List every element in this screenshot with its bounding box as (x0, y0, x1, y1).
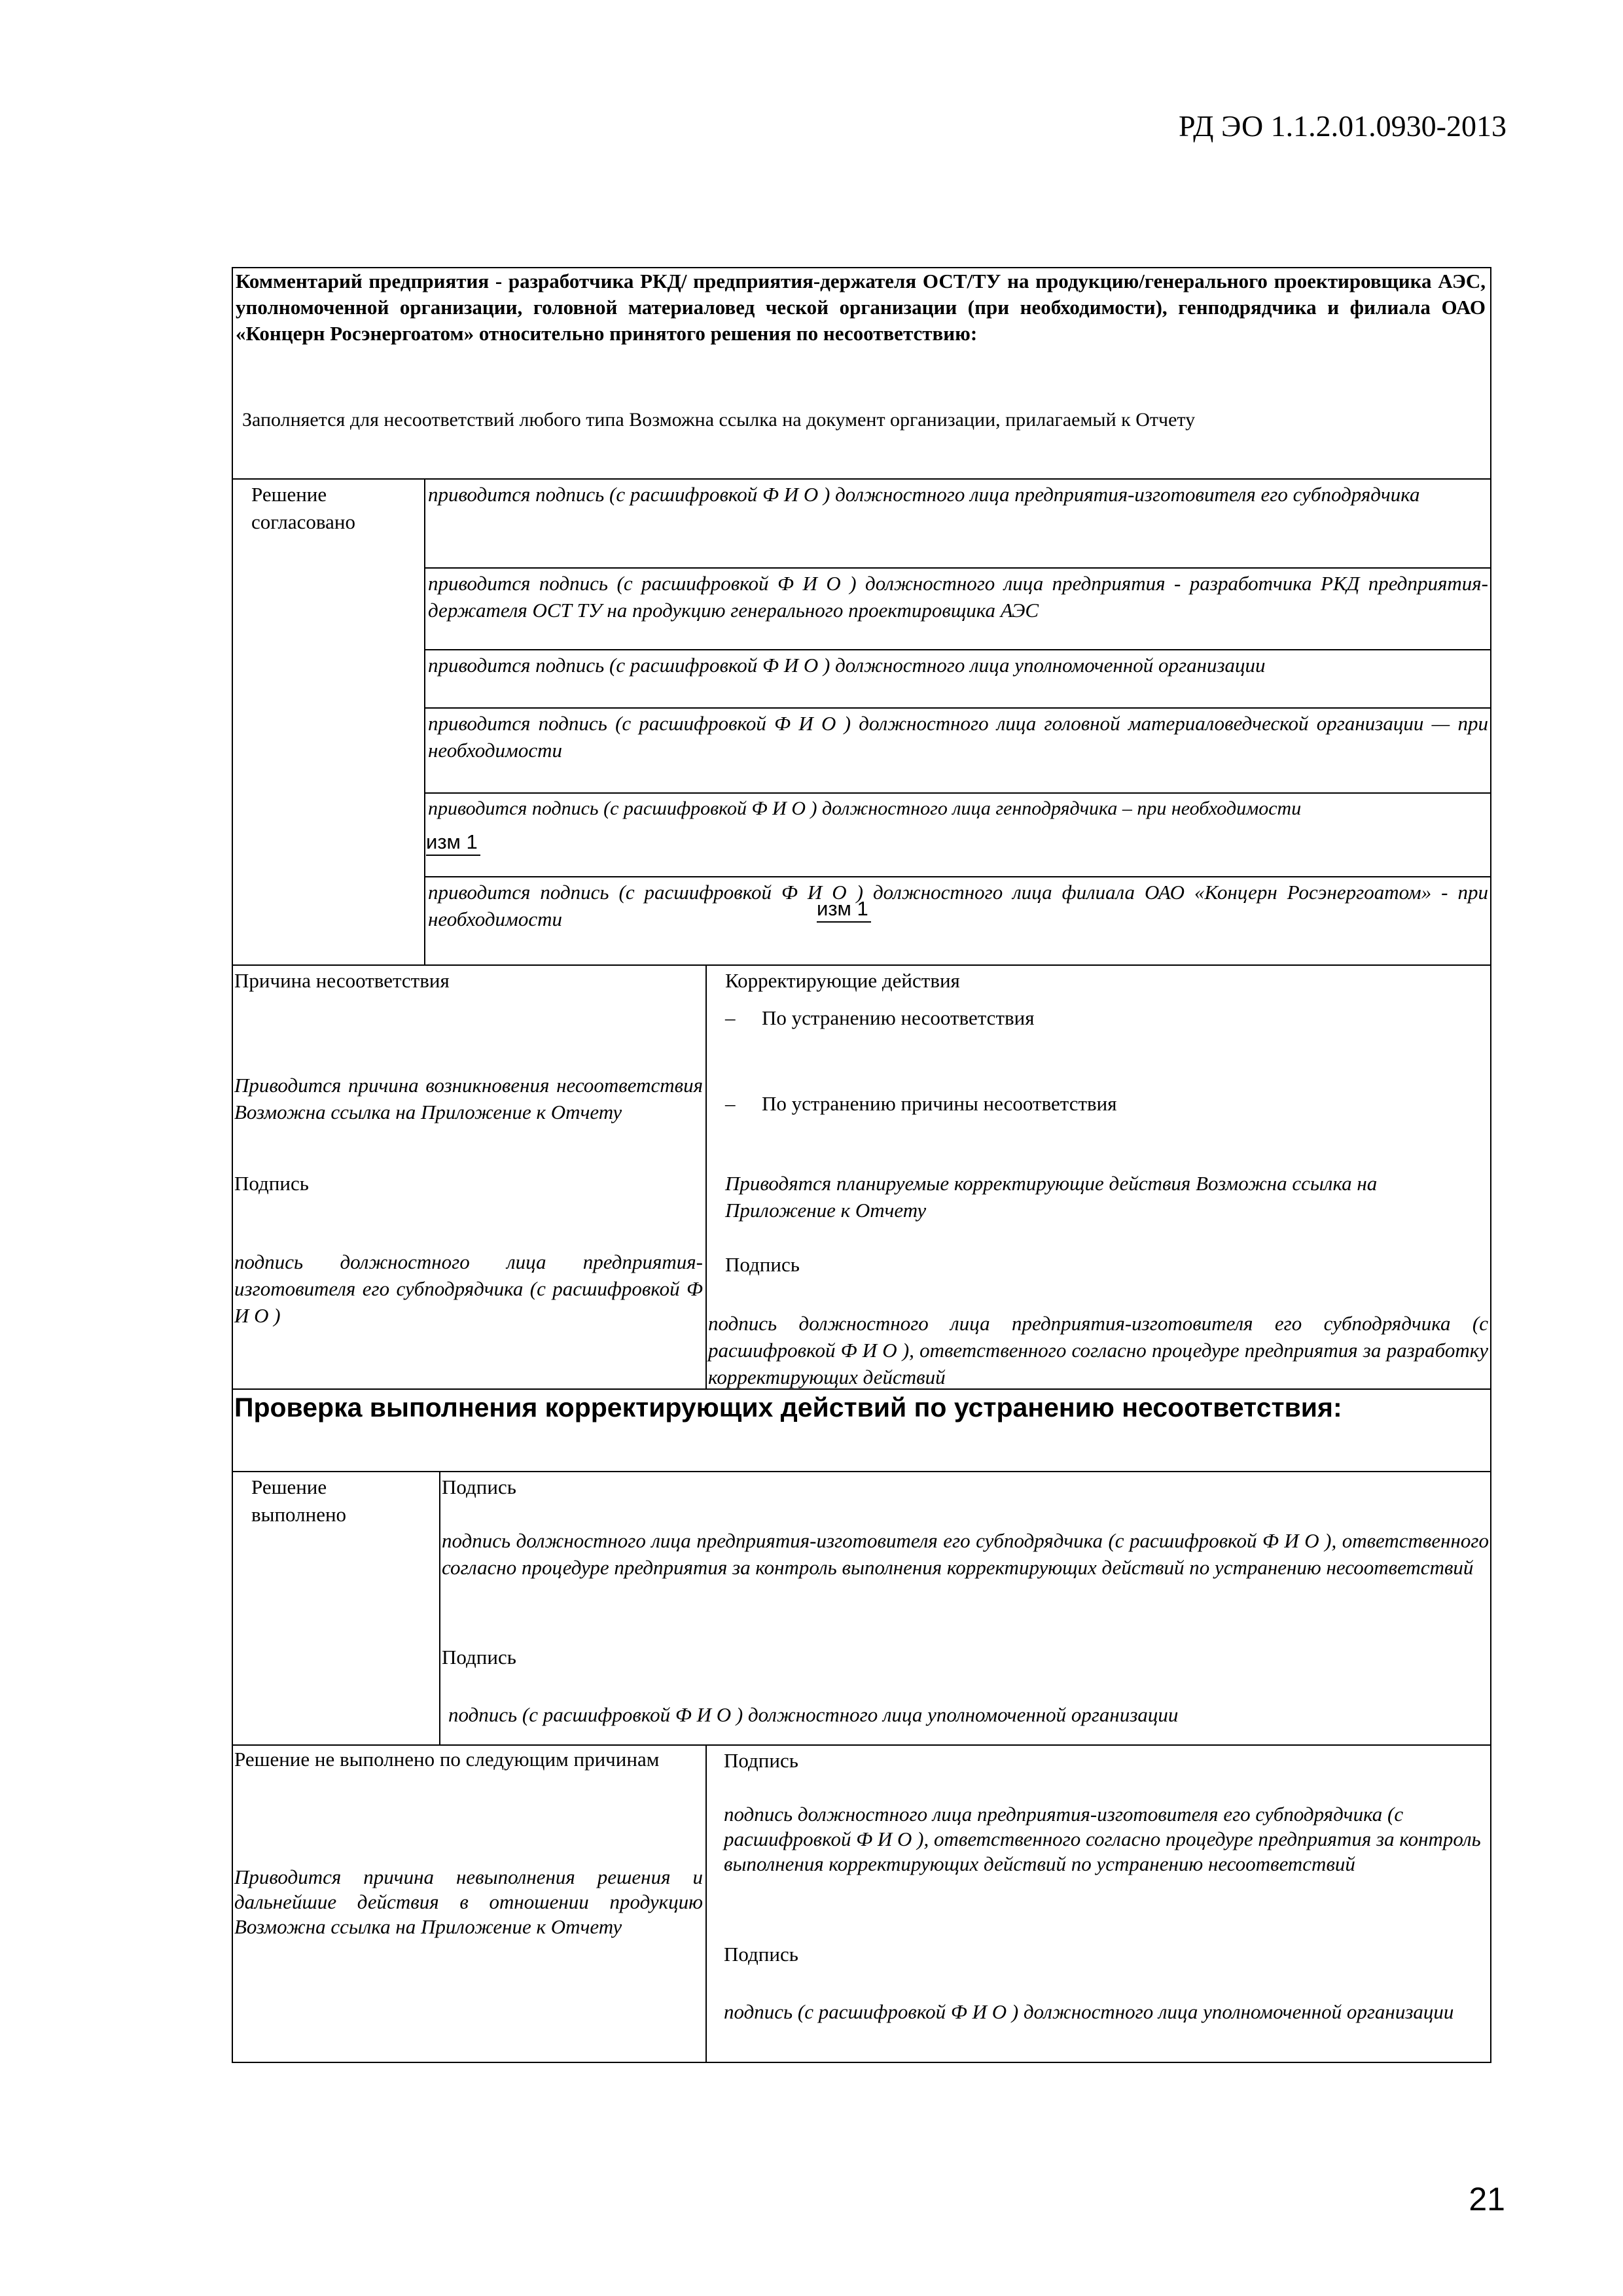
comment-heading: Комментарий предприятия - разработчика РКД/ предприятия-держателя ОСТ/ТУ на продукцию/генерального проектировщика АЭС, уполномоченной организации, головной материаловед ческой организации (при необходимости), генподрядчика и филиала ОАО «Концерн Росэнергоатом» относительно принятого решения по несоответствию: (236, 270, 1486, 345)
agreed-row-sep (424, 707, 1491, 709)
not-done-sig1-label: Подпись (724, 1749, 798, 1772)
not-done-sig1-text: подпись должностного лица предприятия-изготовителя его субподрядчика (с расшифровкой Ф И О ), ответственного согласно процедуре предприятия за контроль выполнения корректирующих действий по устранению несоответствий (724, 1803, 1481, 1875)
cause-label: Причина несоответствия (234, 969, 450, 992)
corrective-item-dash: – (725, 1092, 736, 1115)
revision-mark: изм 1 (817, 898, 871, 923)
not-done-text: Приводится причина невыполнения решения и дальнейшие действия в отношении продукцию Возможна ссылка на Приложение к Отчету (234, 1865, 703, 1938)
cause-text: Приводится причина возникновения несоответствия Возможна ссылка на Приложение к Отчету (234, 1074, 703, 1123)
verification-divider (439, 1471, 440, 1746)
cause-signature-label: Подпись (234, 1172, 309, 1195)
not-done-sig2-label: Подпись (724, 1943, 798, 1966)
cause-divider (705, 964, 707, 1390)
agreed-divider (424, 478, 425, 966)
agreed-row-sep (424, 792, 1491, 794)
not-done-label: Решение не выполнено по следующим причинам (234, 1748, 660, 1771)
agreed-row-sep (424, 876, 1491, 877)
document-code: РД ЭО 1.1.2.01.0930-2013 (1179, 109, 1507, 143)
verification-sig1-text: подпись должностного лица предприятия-изготовителя его субподрядчика (с расшифровкой Ф И О ), ответственного согласно процедуре предприятия за контроль выполнения корректирующих действий по устранению несоответствий (442, 1529, 1489, 1579)
agreed-row-1: приводится подпись (с расшифровкой Ф И О ) должностного лица предприятия-изготовителя его субподрядчика (428, 483, 1420, 506)
cause-signature-text: подпись должностного лица предприятия-изготовителя его субподрядчика (с расшифровкой Ф И О ) (234, 1250, 703, 1327)
corrective-item-2: По устранению причины несоответствия (762, 1092, 1117, 1115)
not-done-divider (705, 1744, 707, 2063)
corrective-signature-label: Подпись (725, 1253, 800, 1276)
agreed-label: Решение согласовано (251, 483, 355, 533)
corrective-text: Приводятся планируемые корректирующие действия Возможна ссылка на Приложение к Отчету (725, 1172, 1378, 1222)
verification-sig2-label: Подпись (442, 1646, 516, 1669)
agreed-row-5: приводится подпись (с расшифровкой Ф И О ) должностного лица генподрядчика – при необходимости (428, 798, 1302, 819)
agreed-row-sep (424, 567, 1491, 569)
verification-title: Проверка выполнения корректирующих действий по устранению несоответствия: (234, 1392, 1342, 1422)
verification-sig1-label: Подпись (442, 1475, 516, 1498)
agreed-row-3: приводится подпись (с расшифровкой Ф И О ) должностного лица уполномоченной организации (428, 654, 1266, 677)
not-done-sig2-text: подпись (с расшифровкой Ф И О ) должностного лица уполномоченной организации (724, 2000, 1454, 2023)
verification-sig2-text: подпись (с расшифровкой Ф И О ) должностного лица уполномоченной организации (448, 1703, 1179, 1726)
corrective-item-1: По устранению несоответствия (762, 1006, 1035, 1029)
agreed-row-4: приводится подпись (с расшифровкой Ф И О ) должностного лица головной материаловедческой организации — при необходимости (428, 712, 1488, 762)
corrective-item-dash: – (725, 1006, 736, 1029)
agreed-row-2: приводится подпись (с расшифровкой Ф И О ) должностного лица предприятия - разработчика РКД предприятия-держателя ОСТ ТУ на продукцию генерального проектировщика АЭС (428, 572, 1488, 622)
page-number: 21 (1469, 2181, 1505, 2217)
agreed-row-6: приводится подпись (с расшифровкой Ф И О ) должностного лица филиала ОАО «Концерн Росэнергоатом» - при необходимости (428, 881, 1488, 930)
corrective-signature-text: подпись должностного лица предприятия-изготовителя его субподрядчика (с расшифровкой Ф И О ), ответственного согласно процедуре предприятия за разработку корректирующих действий (708, 1312, 1488, 1388)
agreed-row-sep (424, 649, 1491, 650)
revision-mark: изм 1 (426, 831, 480, 856)
corrective-label: Корректирующие действия (725, 969, 960, 992)
comment-note: Заполняется для несоответствий любого типа Возможна ссылка на документ организации, прилагаемый к Отчету (242, 409, 1196, 431)
done-label: Решение выполнено (251, 1475, 347, 1526)
